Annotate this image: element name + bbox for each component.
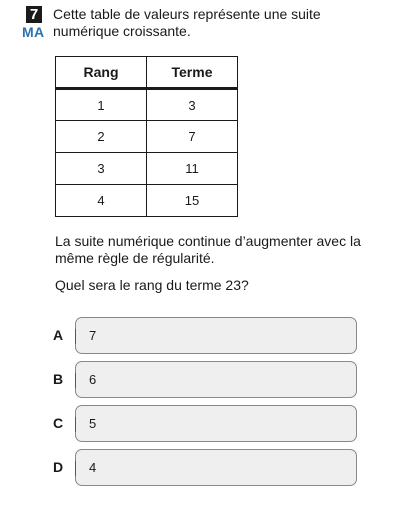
- choice-letter: B: [53, 371, 64, 387]
- choice-d[interactable]: [53, 449, 357, 486]
- table-row: [56, 185, 238, 217]
- table-row: [56, 153, 238, 185]
- choice-a[interactable]: [53, 317, 357, 354]
- question-number: 7: [26, 6, 42, 23]
- cell-terme: 15: [147, 185, 238, 217]
- choice-b-answer-box[interactable]: 6: [75, 361, 357, 398]
- choice-letter: C: [53, 415, 64, 431]
- cell-terme: 7: [147, 121, 238, 153]
- choice-c-answer-box[interactable]: 5: [75, 405, 357, 442]
- choice-d-answer-box[interactable]: 4: [75, 449, 357, 486]
- cell-terme: 3: [147, 89, 238, 121]
- choice-letter: A: [53, 327, 64, 343]
- header-terme: Terme: [147, 57, 238, 89]
- question-intro: Cette table de valeurs représente une suite numérique croissante.: [53, 6, 321, 39]
- choice-b[interactable]: [53, 361, 357, 398]
- cell-rang: 1: [56, 89, 147, 121]
- choice-c[interactable]: [53, 405, 357, 442]
- table-header-row: [56, 57, 238, 89]
- cell-terme: 11: [147, 153, 238, 185]
- table-row: [56, 89, 238, 121]
- cell-rang: 2: [56, 121, 147, 153]
- choice-a-answer-box[interactable]: 7: [75, 317, 357, 354]
- cell-rang: 4: [56, 185, 147, 217]
- header-rang: Rang: [56, 57, 147, 89]
- context-paragraph: La suite numérique continue d’augmenter avec la même règle de régularité.: [55, 233, 361, 266]
- choice-letter: D: [53, 459, 64, 475]
- question-prompt: Quel sera le rang du terme 23?: [55, 277, 249, 293]
- cell-rang: 3: [56, 153, 147, 185]
- table-row: [56, 121, 238, 153]
- values-table: [55, 56, 238, 217]
- question-tag: MA: [22, 24, 45, 40]
